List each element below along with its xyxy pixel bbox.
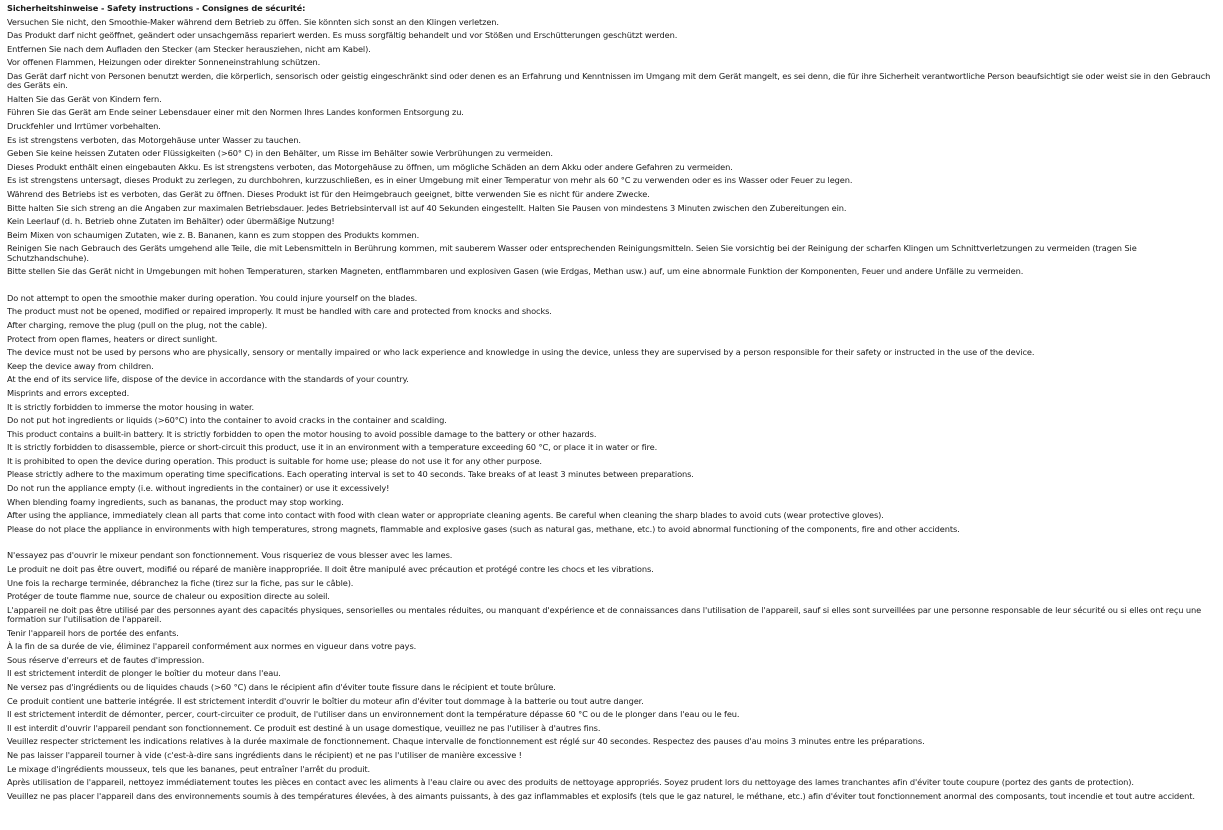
instruction-line: It is strictly forbidden to immerse the motor housing in water.: [7, 401, 254, 412]
instruction-line: It is prohibited to open the device during operation. This product is suitable for home use; please do not use it for any other purpose.: [7, 455, 542, 466]
instruction-line: Veuillez respecter strictement les indications relatives à la durée maximale de fonctionnement. Chaque intervalle de fonctionnement est réglé sur 40 secondes. Respectez des pauses d'au moins 3 minutes entre les préparations.: [7, 736, 925, 747]
instruction-line: The product must not be opened, modified or repaired improperly. It must be handled with care and protected from knocks and shocks.: [7, 306, 552, 317]
instruction-line: After charging, remove the plug (pull on the plug, not the cable).: [7, 319, 268, 330]
instruction-line: Reinigen Sie nach Gebrauch des Geräts umgehend alle Teile, die mit Lebensmitteln in Berührung kommen, mit sauberem Wasser oder entsprechenden Reinigungsmitteln. Seien Sie vorsichtig bei der Reinigung der scharfen Klingen um Schnittverletzungen zu vermeiden (tragen Sie Schutzhandschuhe).: [7, 243, 1137, 263]
instruction-line: Il est strictement interdit de plonger le boîtier du moteur dans l'eau.: [7, 668, 281, 679]
instruction-line: Do not attempt to open the smoothie maker during operation. You could injure yourself on the blades.: [7, 292, 418, 303]
instruction-line: Keep the device away from children.: [7, 360, 154, 371]
instruction-line: Beim Mixen von schaumigen Zutaten, wie z. B. Bananen, kann es zum stoppen des Produkts kommen.: [7, 229, 420, 240]
instruction-sections: [7, 18, 1220, 801]
instruction-line: Une fois la recharge terminée, débranchez la fiche (tirez sur la fiche, pas sur le câble).: [7, 577, 354, 588]
instruction-line: Il est strictement interdit de démonter, percer, court-circuiter ce produit, de l'utiliser dans un environnement dont la température dépasse 60 °C ou de le plonger dans l'eau ou le feu.: [7, 709, 740, 720]
instruction-line: Veuillez ne pas placer l'appareil dans des environnements soumis à des températures élevées, à des aimants puissants, à des gaz inflammables et explosifs (tels que le gaz naturel, le méthane, etc.) afin d'éviter tout fonctionnement anormal des composants, tout incendie et tout autre accident.: [7, 790, 1195, 801]
instruction-line: Bitte halten Sie sich streng an die Angaben zur maximalen Betriebsdauer. Jedes Betriebsintervall ist auf 40 Sekunden eingestellt. Halten Sie Pausen von mindestens 3 Minuten zwischen den Zubereitungen ein.: [7, 202, 847, 213]
instruction-line: Bitte stellen Sie das Gerät nicht in Umgebungen mit hohen Temperaturen, starken Magneten, entflammbaren und explosiven Gasen (wie Erdgas, Methan usw.) auf, um eine abnormale Funktion der Komponenten, Feuer und andere Unfälle zu vermeiden.: [7, 266, 1024, 277]
instruction-line: Protéger de toute flamme nue, source de chaleur ou exposition directe au soleil.: [7, 591, 330, 602]
instruction-line: Druckfehler und Irrtümer vorbehalten.: [7, 121, 161, 132]
instruction-line: Le mixage d'ingrédients mousseux, tels que les bananes, peut entraîner l'arrêt du produit.: [7, 763, 371, 774]
instruction-line: It is strictly forbidden to disassemble, pierce or short-circuit this product, use it in an environment with a temperature exceeding 60 °C, or place it in water or fire.: [7, 442, 658, 453]
instruction-line: Do not run the appliance empty (i.e. without ingredients in the container) or use it excessively!: [7, 483, 390, 494]
instruction-line: After using the appliance, immediately clean all parts that come into contact with food with clean water or appropriate cleaning agents. Be careful when cleaning the sharp blades to avoid cuts (wear protective gloves).: [7, 510, 884, 521]
instruction-line: At the end of its service life, dispose of the device in accordance with the standards of your country.: [7, 374, 409, 385]
instruction-line: This product contains a built-in battery. It is strictly forbidden to open the motor housing to avoid possible damage to the battery or other hazards.: [7, 428, 597, 439]
instruction-line: Le produit ne doit pas être ouvert, modifié ou réparé de manière inappropriée. Il doit être manipulé avec précaution et protégé contre les chocs et les vibrations.: [7, 563, 654, 574]
instruction-line: Sous réserve d'erreurs et de fautes d'impression.: [7, 654, 205, 665]
instruction-line: Tenir l'appareil hors de portée des enfants.: [7, 627, 179, 638]
instruction-line: Führen Sie das Gerät am Ende seiner Lebensdauer einer mit den Normen Ihres Landes konformen Entsorgung zu.: [7, 107, 464, 118]
instruction-line: Ne pas laisser l'appareil tourner à vide (c'est-à-dire sans ingrédients dans le récipient) et ne pas l'utiliser de manière excessive !: [7, 749, 522, 760]
instruction-line: The device must not be used by persons who are physically, sensory or mentally impaired or who lack experience and knowledge in using the device, unless they are supervised by a person responsible for their safety or instructed in the use of the device.: [7, 347, 1035, 358]
instruction-line: Do not put hot ingredients or liquids (>60°C) into the container to avoid cracks in the container and scalding.: [7, 415, 447, 426]
section-en: [7, 294, 1220, 534]
instruction-line: Vor offenen Flammen, Heizungen oder direkter Sonneneinstrahlung schützen.: [7, 57, 321, 68]
instruction-line: Das Produkt darf nicht geöffnet, geändert oder unsachgemäss repariert werden. Es muss sorgfältig behandelt und vor Stößen und Erschütterungen geschützt werden.: [7, 30, 678, 41]
instruction-line: Es ist strengstens verboten, das Motorgehäuse unter Wasser zu tauchen.: [7, 134, 301, 145]
instruction-line: Dieses Produkt enthält einen eingebauten Akku. Es ist strengstens verboten, das Motorgehäuse zu öffnen, um mögliche Schäden an dem Akku oder andere Gefahren zu vermeiden.: [7, 161, 733, 172]
instruction-line: Das Gerät darf nicht von Personen benutzt werden, die körperlich, sensorisch oder geistig eingeschränkt sind oder denen es an Erfahrung und Kenntnissen im Umgang mit dem Gerät mangelt, es sei denn, die für ihre Sicherheit verantwortliche Person beaufsichtigt sie oder weist sie in den Gebrauch des Geräts ein.: [7, 70, 1211, 91]
instruction-line: Halten Sie das Gerät von Kindern fern.: [7, 93, 162, 104]
instruction-line: L'appareil ne doit pas être utilisé par des personnes ayant des capacités physiques, sensorielles ou mentales réduites, ou manquant d'expérience et de connaissances dans l'utilisation de l'appareil, sauf si elles sont surveillées par une personne responsable de leur sécurité ou si elles ont reçu une formation sur l'utilisation de l'appareil.: [7, 604, 1202, 625]
instruction-line: Ne versez pas d'ingrédients ou de liquides chauds (>60 °C) dans le récipient afin d'éviter toute fissure dans le récipient et toute brûlure.: [7, 681, 556, 692]
instruction-line: N'essayez pas d'ouvrir le mixeur pendant son fonctionnement. Vous risqueriez de vous blesser avec les lames.: [7, 550, 453, 561]
section-fr: [7, 551, 1220, 801]
document-title: Sicherheitshinweise - Safety instructions - Consignes de sécurité:: [7, 3, 306, 13]
instruction-line: Après utilisation de l'appareil, nettoyez immédiatement toutes les pièces en contact avec les aliments à l'eau claire ou avec des produits de nettoyage appropriés. Soyez prudent lors du nettoyage des lames tranchantes afin d'éviter toute coupure (portez des gants de protection).: [7, 777, 1134, 788]
instruction-line: When blending foamy ingredients, such as bananas, the product may stop working.: [7, 496, 344, 507]
instruction-line: Misprints and errors excepted.: [7, 387, 130, 398]
instruction-line: Ce produit contient une batterie intégrée. Il est strictement interdit d'ouvrir le boîtier du moteur afin d'éviter tout dommage à la batterie ou tout autre danger.: [7, 695, 644, 706]
instruction-line: Il est interdit d'ouvrir l'appareil pendant son fonctionnement. Ce produit est destiné à un usage domestique, veuillez ne pas l'utiliser à d'autres fins.: [7, 722, 601, 733]
instruction-line: Versuchen Sie nicht, den Smoothie-Maker während dem Betrieb zu öffen. Sie könnten sich sonst an den Klingen verletzen.: [7, 16, 499, 27]
instruction-line: Kein Leerlauf (d. h. Betrieb ohne Zutaten im Behälter) oder übermäßige Nutzung!: [7, 216, 335, 227]
instruction-line: Please strictly adhere to the maximum operating time specifications. Each operating interval is set to 40 seconds. Take breaks of at least 3 minutes between preparations.: [7, 469, 694, 480]
instruction-line: Please do not place the appliance in environments with high temperatures, strong magnets, flammable and explosive gases (such as natural gas, methane, etc.) to avoid abnormal functioning of the components, fire and other accidents.: [7, 523, 960, 534]
instruction-line: Während des Betriebs ist es verboten, das Gerät zu öffnen. Dieses Produkt ist für den Heimgebrauch geeignet, bitte verwenden Sie es nicht für andere Zwecke.: [7, 189, 650, 200]
instruction-line: Entfernen Sie nach dem Aufladen den Stecker (am Stecker herausziehen, nicht am Kabel).: [7, 43, 371, 54]
instruction-line: Es ist strengstens untersagt, dieses Produkt zu zerlegen, zu durchbohren, kurzzuschließen, es in einer Umgebung mit einer Temperatur von mehr als 60 °C zu verwenden oder es ins Wasser oder Feuer zu legen.: [7, 175, 853, 186]
instruction-line: À la fin de sa durée de vie, éliminez l'appareil conformément aux normes en vigueur dans votre pays.: [7, 641, 417, 652]
instruction-line: Protect from open flames, heaters or direct sunlight.: [7, 333, 218, 344]
section-de: [7, 18, 1220, 277]
instruction-line: Geben Sie keine heissen Zutaten oder Flüssigkeiten (>60° C) in den Behälter, um Risse im Behälter sowie Verbrühungen zu vermeiden.: [7, 148, 553, 159]
